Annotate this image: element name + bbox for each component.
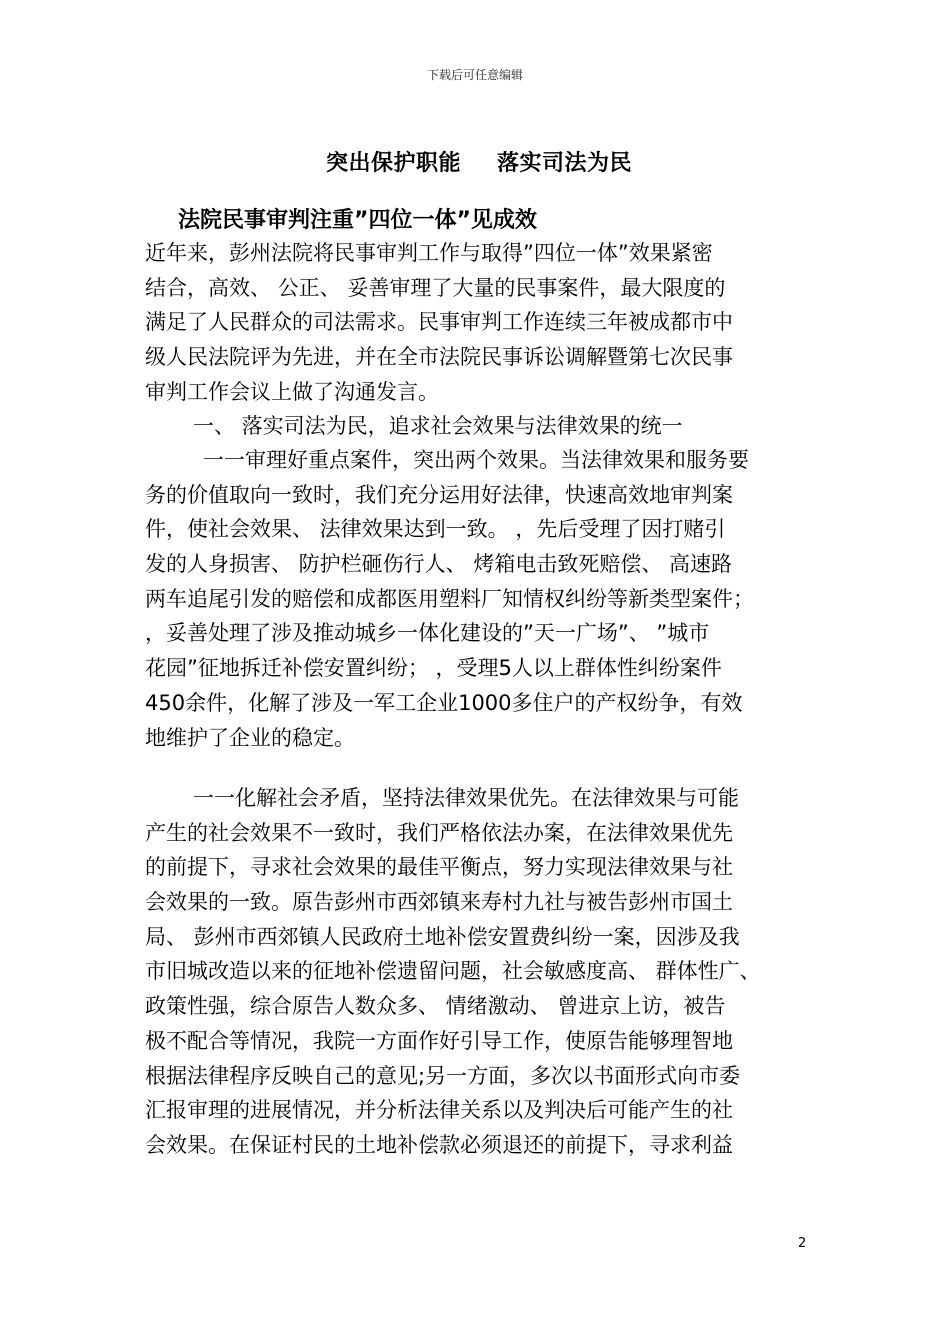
title-part-right: 落实司法为民 — [497, 151, 633, 176]
text-line: 会效果的一致。原告彭州市西郊镇来寿村九社与被告彭州市国土 — [145, 890, 733, 915]
text-line: 一一审理好重点案件，突出两个效果。当法律效果和服务要 — [203, 448, 749, 472]
text-line: 级人民法院评为先进，并在全市法院民事诉讼调解暨第七次民事 — [145, 345, 733, 370]
text-line: 件，使社会效果、 法律效果达到一致。 ，先后受理了因打赌引 — [145, 517, 726, 542]
text-line: 结合，高效、 公正、 妥善审理了大量的民事案件，最大限度的 — [145, 275, 726, 300]
text-line: 根据法律程序反映自己的意见;另一方面，多次以书面形式向市委 — [145, 1063, 741, 1088]
text-line: 地维护了企业的稳定。 — [145, 725, 355, 750]
text-line: 汇报审理的进展情况，并分析法律关系以及判决后可能产生的社 — [145, 1098, 733, 1123]
text-line: 发的人身损害、 防护栏砸伤行人、 烤箱电击致死赔偿、 高速路 — [145, 552, 733, 577]
text-line: 近年来，彭州法院将民事审判工作与取得”四位一体”效果紧密 — [145, 241, 713, 265]
document-subtitle: 法院民事审判注重”四位一体”见成效 — [178, 208, 537, 233]
title-part-left: 突出保护职能 — [326, 151, 462, 176]
text-line: 务的价值取向一致时，我们充分运用好法律，快速高效地审判案 — [145, 482, 733, 507]
text-line: 满足了人民群众的司法需求。民事审判工作连续三年被成都市中 — [145, 310, 733, 335]
paragraph-key-cases — [145, 443, 815, 755]
document-title — [326, 146, 632, 177]
text-line: 政策性强，综合原告人数众多、 情绪激动、 曾进京上访，被告 — [145, 994, 726, 1019]
page-header-note: 下载后可任意编辑 — [426, 68, 523, 82]
text-line: 450余件，化解了涉及一军工企业1000多住户的产权纷争，有效 — [145, 690, 743, 715]
text-line: 两车追尾引发的赔偿和成都医用塑料厂知情权纠纷等新类型案件； — [145, 586, 754, 611]
text-line: 的前提下，寻求社会效果的最佳平衡点，努力实现法律效果与社 — [145, 855, 733, 880]
text-line: 一一化解社会矛盾，坚持法律效果优先。在法律效果与可能 — [193, 786, 739, 810]
text-line: ，妥善处理了涉及推动城乡一体化建设的”天一广场”、 ”城市 — [145, 621, 710, 646]
text-line: 局、 彭州市西郊镇人民政府土地补偿安置费纠纷一案，因涉及我 — [145, 924, 740, 949]
text-line: 花园”征地拆迁补偿安置纠纷； ，受理5人以上群体性纠纷案件 — [145, 656, 722, 681]
text-line: 一、 落实司法为民，追求社会效果与法律效果的统一 — [193, 414, 683, 438]
paragraph-intro — [145, 236, 815, 409]
text-line: 审判工作会议上做了沟通发言。 — [145, 379, 439, 404]
text-line: 市旧城改造以来的征地补偿遗留问题，社会敏感度高、 群体性广、 — [145, 959, 761, 984]
section-heading-one — [145, 409, 815, 444]
paragraph-social-conflicts — [145, 781, 815, 1163]
page-number: 2 — [798, 1236, 807, 1251]
text-line: 极不配合等情况，我院一方面作好引导工作，使原告能够理智地 — [145, 1028, 733, 1053]
text-line: 会效果。在保证村民的土地补偿款必须退还的前提下，寻求利益 — [145, 1132, 733, 1157]
text-line: 产生的社会效果不一致时，我们严格依法办案，在法律效果优先 — [145, 820, 733, 845]
